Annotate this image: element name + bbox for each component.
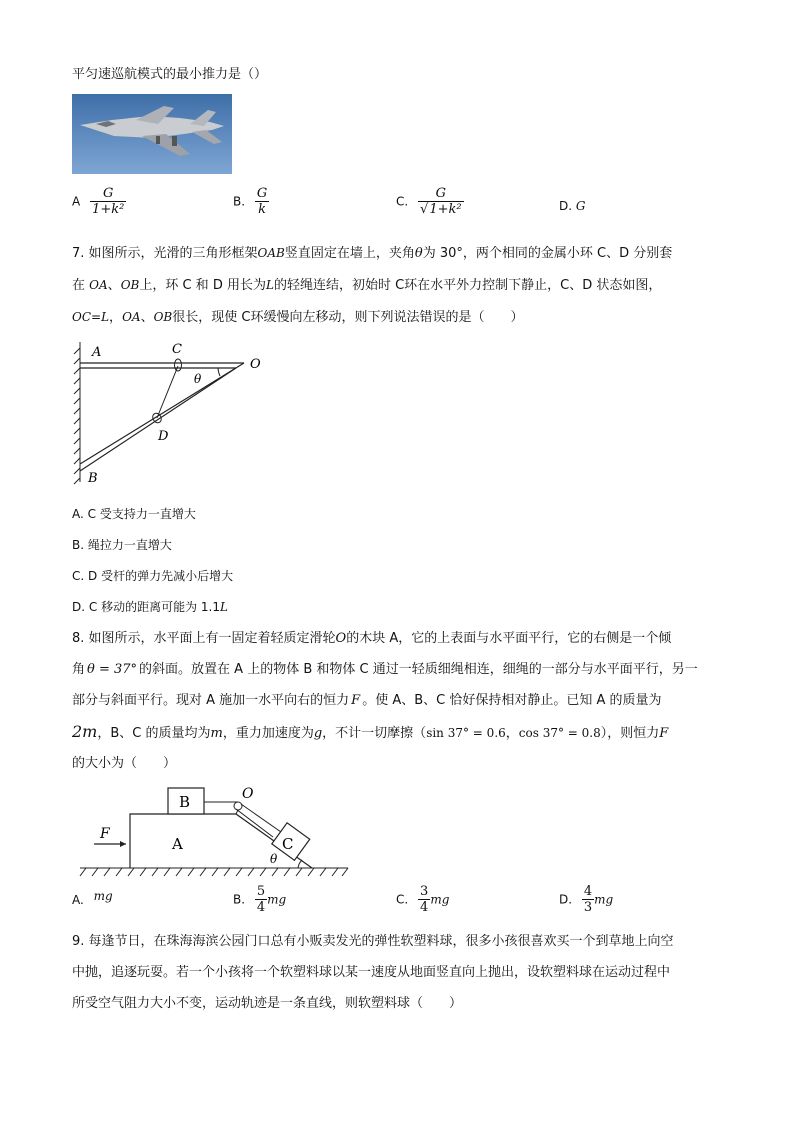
text: ， bbox=[505, 726, 519, 741]
jet-image bbox=[72, 94, 232, 174]
q8-option-a[interactable] bbox=[72, 889, 113, 907]
formula: θ = 37° bbox=[87, 662, 138, 677]
q6-option-b[interactable] bbox=[233, 186, 269, 218]
fighter-jet-photo bbox=[72, 94, 232, 174]
rod-ob bbox=[80, 363, 244, 471]
q7-stem-line1 bbox=[72, 244, 672, 263]
radicand: 1+k² bbox=[429, 202, 462, 217]
q9-stem-line1: 9. 每逢节日，在珠海海滨公园门口总有小贩卖发光的弹性软塑料球，很多小孩很喜欢买一个到草地上向空 bbox=[72, 934, 674, 949]
q8-stem-line5: 的大小为（ ） bbox=[72, 756, 177, 771]
var: OC=L bbox=[72, 310, 110, 324]
text: 、 bbox=[107, 278, 121, 293]
var: OB bbox=[153, 310, 173, 324]
unit: mg bbox=[594, 892, 614, 907]
numerator: 4 bbox=[583, 884, 593, 899]
numerator: G bbox=[435, 186, 446, 201]
wall bbox=[74, 342, 80, 484]
text: 很长，现使 C环缓慢向左移动，则下列说法错误的是（ ） bbox=[172, 310, 524, 325]
ring-c bbox=[175, 359, 182, 371]
denominator: 4 bbox=[420, 900, 429, 915]
text: 的轻绳连结，初始时 C环在水平外力控制下静止，C、D 状态如图， bbox=[273, 278, 662, 293]
q7-option-a[interactable]: A. C 受支持力一直增大 bbox=[72, 507, 196, 521]
option-letter: D. bbox=[559, 199, 573, 213]
q9-stem-line2: 中抛，追逐玩耍。若一个小孩将一个软塑料球以某一速度从地面竖直向上抛出，设软塑料球在运动过程中 bbox=[72, 965, 671, 980]
var: OAB bbox=[257, 246, 285, 260]
unit: mg bbox=[267, 892, 287, 907]
ground bbox=[80, 868, 348, 876]
formula: sin 37° = 0.6 bbox=[426, 726, 506, 740]
q8-option-b[interactable] bbox=[233, 884, 286, 916]
q7-option-d[interactable] bbox=[72, 598, 228, 616]
option-letter: D. bbox=[559, 892, 573, 907]
text: 8. 如图所示，水平面上有一固定着轻质定滑轮 bbox=[72, 631, 336, 646]
option-value: mg bbox=[93, 889, 113, 903]
option-letter: C. bbox=[396, 194, 409, 209]
q7-stem-line3 bbox=[72, 308, 523, 327]
var: θ bbox=[414, 246, 423, 261]
numerator: G bbox=[256, 186, 268, 201]
numerator: G bbox=[102, 186, 114, 201]
pulley bbox=[234, 802, 242, 810]
q8-option-d[interactable] bbox=[559, 884, 613, 916]
label-d: D bbox=[158, 429, 169, 444]
triangle-frame-diagram bbox=[66, 338, 276, 488]
var: L bbox=[265, 278, 274, 292]
angle-arc bbox=[298, 860, 302, 868]
sqrt-sign: √ bbox=[420, 202, 429, 217]
var: g bbox=[313, 726, 323, 741]
q8-figure bbox=[76, 782, 356, 882]
numerator: 5 bbox=[256, 884, 266, 899]
denominator: 4 bbox=[256, 900, 266, 915]
q8-stem-line3 bbox=[72, 692, 662, 710]
text: ），则恒力 bbox=[600, 726, 660, 741]
var: m bbox=[210, 726, 223, 741]
option-letter: B. bbox=[233, 194, 246, 209]
rod-oa bbox=[80, 363, 244, 368]
denominator: k bbox=[255, 201, 269, 218]
label-f: F bbox=[100, 826, 110, 842]
q6-option-c[interactable] bbox=[396, 186, 464, 218]
fraction bbox=[418, 884, 430, 916]
option-letter: C. bbox=[396, 892, 409, 907]
text: 角 bbox=[72, 662, 86, 677]
fraction bbox=[255, 186, 269, 218]
q7-figure bbox=[66, 338, 276, 488]
denominator bbox=[418, 201, 464, 218]
text: 、 bbox=[140, 310, 154, 325]
text: 上，环 C 和 D 用长为 bbox=[139, 278, 266, 293]
var: L bbox=[219, 600, 228, 614]
numerator: 3 bbox=[420, 884, 429, 899]
text: ，不计一切摩擦（ bbox=[322, 726, 427, 741]
text: 在 bbox=[72, 278, 86, 293]
var: F bbox=[659, 726, 669, 741]
text: 竖直固定在墙上，夹角 bbox=[284, 246, 415, 261]
fraction bbox=[582, 884, 594, 916]
option-value: G bbox=[575, 199, 586, 213]
text: D. C 移动的距离可能为 1.1 bbox=[72, 600, 220, 614]
text: 的斜面。放置在 A 上的物体 B 和物体 C 通过一轻质细绳相连，细绳的一部分与水平面平行，另一 bbox=[139, 662, 698, 677]
label-theta: θ bbox=[270, 852, 278, 866]
text: 部分与斜面平行。现对 A 施加一水平向右的恒力 bbox=[72, 693, 350, 708]
label-a: A bbox=[92, 345, 102, 360]
text: ，B、C 的质量均为 bbox=[97, 726, 211, 741]
text: ， bbox=[109, 310, 123, 325]
label-b: B bbox=[179, 793, 191, 811]
option-letter: A bbox=[72, 194, 81, 209]
fraction bbox=[90, 186, 126, 218]
var: 2m bbox=[72, 722, 98, 741]
angle-arc bbox=[218, 368, 220, 376]
label-theta: θ bbox=[194, 372, 202, 386]
q8-option-c[interactable] bbox=[396, 884, 449, 916]
q7-option-c[interactable]: C. D 受杆的弹力先减小后增大 bbox=[72, 569, 234, 583]
arrow-head-icon bbox=[120, 841, 126, 847]
unit: mg bbox=[430, 892, 450, 907]
denominator: 1+k² bbox=[92, 202, 125, 217]
q8-stem-line2 bbox=[72, 661, 698, 679]
block-pulley-diagram bbox=[76, 782, 356, 882]
label-b: B bbox=[88, 471, 98, 486]
var: OA bbox=[122, 310, 141, 324]
formula: cos 37° = 0.8 bbox=[518, 726, 601, 740]
text: 的木块 A，它的上表面与水平面平行，它的右侧是一个倾 bbox=[346, 631, 672, 646]
option-letter: A. bbox=[72, 893, 84, 907]
label-o: O bbox=[250, 357, 261, 372]
q7-option-b[interactable]: B. 绳拉力一直增大 bbox=[72, 538, 172, 552]
q6-option-a[interactable] bbox=[72, 186, 126, 218]
q6-option-d[interactable] bbox=[559, 199, 585, 213]
label-c: C bbox=[172, 342, 182, 357]
q7-stem-line2 bbox=[72, 276, 661, 295]
text: 为 30°，两个相同的金属小环 C、D 分别套 bbox=[422, 246, 673, 261]
q6-stem-tail: 平匀速巡航模式的最小推力是（） bbox=[72, 67, 268, 82]
q8-stem-line4 bbox=[72, 723, 668, 743]
denominator: 3 bbox=[583, 900, 593, 915]
var: O bbox=[335, 631, 347, 646]
label-a: A bbox=[172, 835, 183, 853]
var: F bbox=[351, 693, 361, 708]
text: ，重力加速度为 bbox=[222, 726, 314, 741]
option-letter: B. bbox=[233, 892, 246, 907]
label-c: C bbox=[282, 835, 294, 853]
fraction bbox=[418, 186, 464, 218]
fraction bbox=[255, 884, 267, 916]
var: OA bbox=[89, 278, 108, 292]
var: OB bbox=[120, 278, 140, 292]
q9-stem-line3: 所受空气阻力大小不变，运动轨迹是一条直线，则软塑料球（ ） bbox=[72, 996, 463, 1011]
q8-stem-line1 bbox=[72, 630, 671, 648]
text: 7. 如图所示，光滑的三角形框架 bbox=[72, 246, 258, 261]
text: 。使 A、B、C 恰好保持相对静止。已知 A 的质量为 bbox=[362, 693, 662, 708]
label-o: O bbox=[242, 786, 254, 802]
